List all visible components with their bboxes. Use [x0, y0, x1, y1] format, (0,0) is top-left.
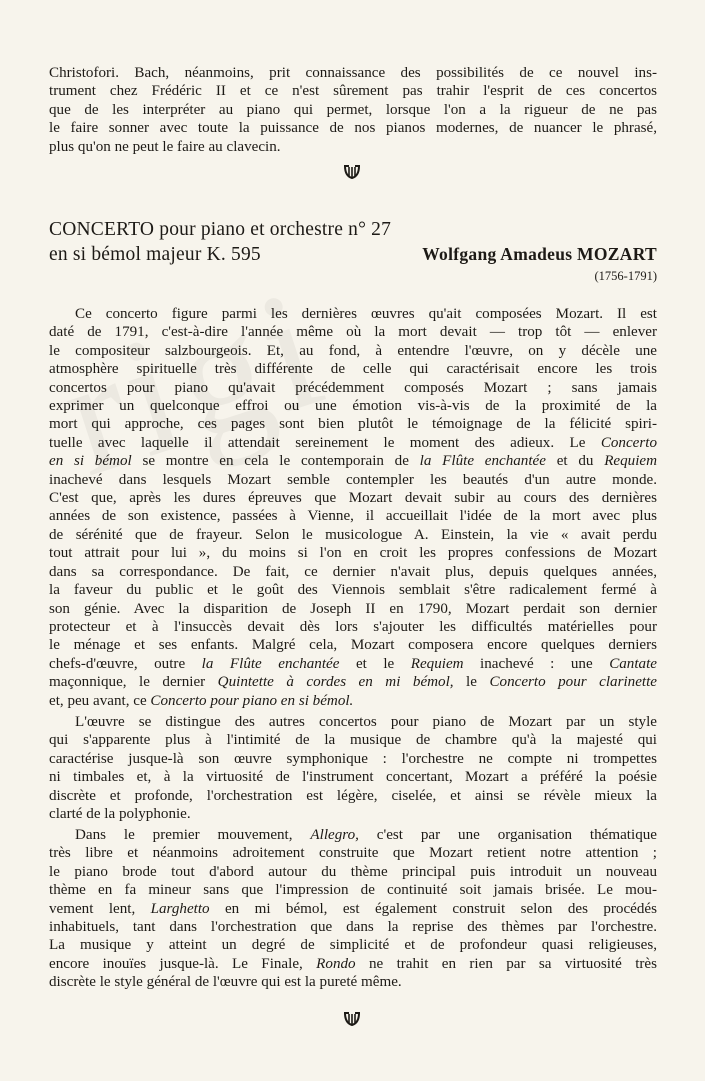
text-line: tout attrait pour lui », du moins si l'on en croit les propres confessions de Mozart [49, 545, 657, 562]
text-line: exprimer un quelconque effroi ou une émotion vis-à-vis de la proximité de la [49, 398, 657, 415]
text-run: et le [339, 655, 411, 672]
italic-title: en si bémol [49, 453, 132, 470]
text-line: de sérénité que de frayeur. Selon le musicologue A. Einstein, la vie « avait perdu [49, 526, 657, 543]
text-line: La musique y atteint un degré de simplicité et de profondeur quasi religieuses, [49, 937, 657, 954]
paragraph-2 [49, 713, 657, 823]
text-line: très libre et néanmoins adroitement construite que Mozart retient notre attention ; [49, 845, 657, 862]
text-line [49, 826, 657, 844]
lyre-ornament-icon [343, 1011, 361, 1027]
text-line: la faveur du public et le goût des Viennois semblait s'être radicalement fermé à [49, 582, 657, 599]
text-line: Ce concerto figure parmi les dernières œuvres qu'ait composées Mozart. Il est [75, 306, 657, 322]
text-line: trument chez Frédéric II et ce n'est sûrement pas trahir l'esprit de ces concertos [49, 83, 657, 100]
text-run: en mi bémol, est également construit selon des procédés [209, 900, 657, 917]
text-run: et, peu avant, ce [49, 692, 151, 709]
text-line: clarté de la polyphonie. [49, 806, 191, 823]
text-line [49, 692, 657, 710]
text-run: tuelle avec laquelle il attendait sereinement le moment des adieux. Le [49, 434, 601, 451]
italic-tempo: Rondo [316, 955, 356, 972]
text-line: son génie. Avec la disparition de Joseph II en 1790, Mozart perdait son dernier [49, 600, 657, 617]
text-line: inhabituels, tant dans l'orchestration que dans la reprise des thèmes par l'orchestre. [49, 919, 657, 936]
intro-paragraph [49, 64, 657, 156]
text-line: inachevé dans lesquels Mozart semble contempler les beautés d'un autre monde. [49, 471, 657, 488]
text-line [49, 655, 657, 673]
text-line [49, 673, 657, 691]
italic-tempo: Larghetto [150, 900, 210, 917]
italic-title: Concerto pour piano en si bémol. [150, 692, 354, 709]
text-line: caractérise jusque-là son œuvre symphonique : l'orchestre ne compte ni trompettes [49, 750, 657, 767]
text-line: le compositeur salzbourgeois. Et, au fond, à entendre l'œuvre, on y décèle une [49, 342, 657, 359]
text-line: le faire sonner avec toute la puissance de nos pianos modernes, de nuancer le phrasé, [49, 120, 657, 137]
paragraph-3 [49, 826, 657, 992]
text-run: ne trahit en rien par sa virtuosité très [355, 955, 657, 972]
text-line [49, 955, 657, 973]
text-line: thème en fa mineur sans que l'impression de continuité soit jamais brisée. Le mou- [49, 882, 657, 899]
composer-dates: (1756-1791) [594, 269, 657, 283]
text-line: le piano brode tout d'abord autour du thème principal puis introduit un nouveau [49, 863, 657, 880]
text-line: dans sa correspondance. De fait, ce dernier n'avait plus, depuis quelques années, [49, 563, 657, 580]
text-run: inachevé : une [463, 655, 610, 672]
text-line [49, 434, 657, 452]
composer-name: Wolfgang Amadeus MOZART [422, 244, 657, 264]
text-run: le [453, 674, 490, 691]
concerto-title-line1: CONCERTO pour piano et orchestre n° 27 [49, 219, 392, 240]
text-line: le ménage et ses enfants. Malgré cela, Mozart composera encore quelques derniers [49, 637, 657, 654]
text-line: discrète le style général de l'œuvre qui est la pureté même. [49, 974, 402, 991]
text-line [49, 900, 657, 918]
text-run: Dans le premier mouvement, [75, 827, 311, 843]
italic-title: Requiem [604, 453, 657, 470]
lyre-ornament-icon [343, 164, 361, 180]
italic-title: la Flûte enchantée [201, 655, 340, 672]
text-line: plus qu'on ne peut le faire au clavecin. [49, 138, 281, 155]
text-line: daté de 1791, c'est-à-dire l'année même où la mort devait — trop tôt — enlever [49, 324, 657, 341]
italic-title: Concerto [600, 434, 657, 451]
italic-title: la Flûte enchantée [419, 453, 546, 470]
text-line: C'est que, après les dures épreuves que Mozart devait subir au cours des dernières [49, 490, 657, 507]
text-line: L'œuvre se distingue des autres concertos pour piano de Mozart par un style [75, 714, 657, 730]
text-line: mort qui approche, ces pages sont bien plutôt le témoignage de la félicité spiri- [49, 416, 657, 433]
text-line: concertos pour piano qu'avait précédemment composés Mozart ; sans jamais [49, 379, 657, 396]
italic-title: Concerto pour clarinette [489, 674, 657, 691]
text-run: maçonnique, le dernier [49, 674, 218, 691]
text-run: c'est par une organisation thématique [358, 827, 657, 843]
italic-title: Cantate [609, 655, 657, 672]
italic-title: Quintette à cordes en mi bémol, [217, 674, 454, 691]
text-line: années de son existence, passées à Vienne, il accueillait l'idée de la mort avec plus [49, 508, 657, 525]
text-run: chefs-d'œuvre, outre [49, 655, 202, 672]
text-run: et du [545, 453, 605, 470]
text-line [49, 452, 657, 470]
text-line: atmosphère spirituelle très différente de celle qui caractérisait encore les trois [49, 361, 657, 378]
text-line: discrète et profonde, l'orchestration est légère, ciselée, et ainsi se révèle mieux la [49, 787, 657, 804]
paragraph-1 [49, 305, 657, 710]
text-line: Christofori. Bach, néanmoins, prit connaissance des possibilités de ce nouvel ins- [49, 65, 657, 81]
text-line: que de les interpréter au piano qui permet, lorsque l'on a la rigueur de ne pas [49, 101, 657, 118]
italic-title: Requiem [410, 655, 464, 672]
text-run: se montre en cela le contemporain de [131, 453, 420, 470]
concerto-title-line2: en si bémol majeur K. 595 [49, 244, 261, 265]
text-run: encore inouïes jusque-là. Le Finale, [49, 955, 317, 972]
text-run: vement lent, [49, 900, 151, 917]
text-line: qui s'apparente plus à l'intimité de la musique de chambre qu'à la majesté qui [49, 732, 657, 749]
text-line: ni timbales et, à la virtuosité de l'instrument concertant, Mozart a préféré la poésie [49, 769, 657, 786]
text-line: protecteur et à l'insuccès devait dès lors s'ajouter les difficultés matérielles pour [49, 618, 657, 635]
italic-tempo: Allegro, [310, 827, 359, 843]
